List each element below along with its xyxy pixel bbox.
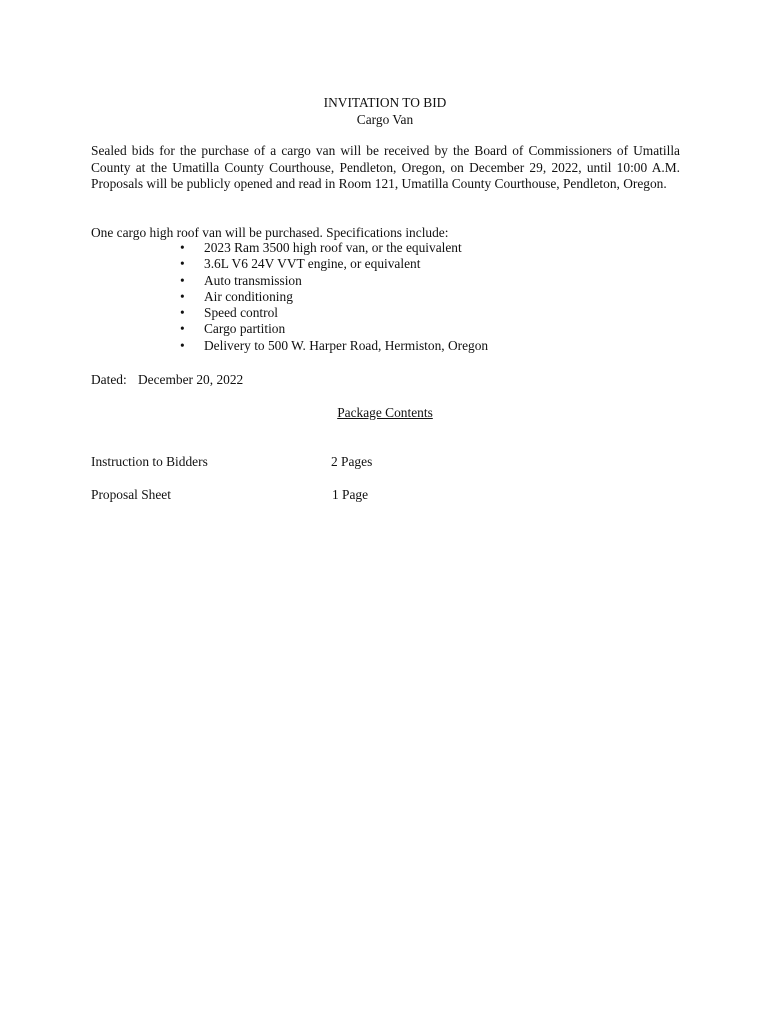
dated-label: Dated: <box>91 372 127 387</box>
bullet-icon: • <box>180 256 185 272</box>
list-item: • Cargo partition <box>180 321 286 337</box>
bullet-icon: • <box>180 240 185 255</box>
contents-pages: 2 Pages <box>331 454 373 469</box>
dated-value: December 20, 2022 <box>138 372 244 387</box>
bullet-icon: • <box>180 337 185 353</box>
bullet-icon: • <box>180 321 185 337</box>
document-title: INVITATION TO BID <box>323 95 447 110</box>
list-item: • 2023 Ram 3500 high roof van, or the equivalent <box>180 240 462 255</box>
bullet-icon: • <box>180 288 185 304</box>
specifications-list <box>180 240 488 354</box>
list-item: • 3.6L V6 24V VVT engine, or equivalent <box>180 256 421 272</box>
list-item: • Air conditioning <box>180 288 293 304</box>
list-item: • Speed control <box>180 305 279 321</box>
contents-pages: 1 Page <box>332 487 369 502</box>
list-item: • Delivery to 500 W. Harper Road, Hermiston, Oregon <box>180 337 489 353</box>
contents-item: Instruction to Bidders <box>91 454 208 469</box>
intro-paragraph: Sealed bids for the purchase of a cargo van will be received by the Board of Commissioners of Umatilla County at the Umatilla County Courthouse, Pendleton, Oregon, on December 29, 2022, until 10:00 A.M. Proposals will be publicly opened and read in Room 121, Umatilla County Courthouse, Pendleton, Oregon. <box>91 143 680 191</box>
contents-item: Proposal Sheet <box>91 487 171 502</box>
document-subtitle: Cargo Van <box>356 112 414 127</box>
package-contents-heading: Package Contents <box>337 405 433 420</box>
bullet-icon: • <box>180 305 185 321</box>
list-item: • Auto transmission <box>180 272 302 288</box>
bullet-icon: • <box>180 272 185 288</box>
specs-intro: One cargo high roof van will be purchased. Specifications include: <box>91 225 449 240</box>
